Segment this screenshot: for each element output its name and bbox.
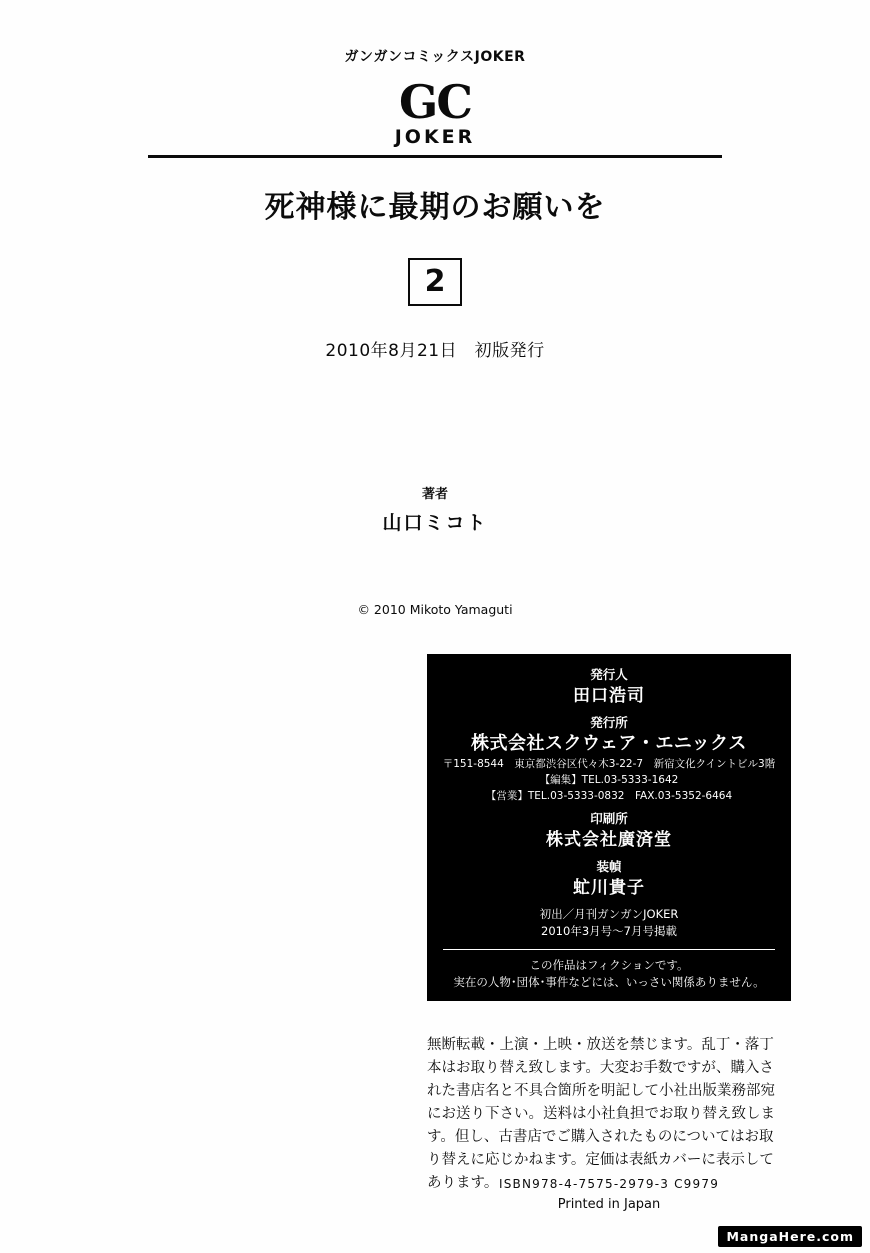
publisher-label: 発行所 [590, 715, 628, 730]
author-label: 著者 [421, 487, 448, 502]
editorial-telephone: 【編集】TEL.03-5333-1642 [539, 774, 679, 786]
copyright-notice: © 2010 Mikoto Yamaguti [357, 602, 513, 617]
isbn-code: ISBN978-4-7575-2979-3 C9979 [498, 1177, 720, 1191]
printer-label: 印刷所 [590, 811, 628, 826]
publisher-value: 株式会社スクウェア・エニックス [471, 733, 747, 754]
binding-label: 装幀 [596, 859, 622, 874]
volume-number: 2 [408, 258, 462, 306]
publisher-person-label: 発行人 [590, 667, 628, 682]
sales-telephone: 【営業】TEL.03-5333-0832 FAX.03-5352-6464 [485, 790, 733, 802]
fiction-disclaimer-2: 実在の人物･団体･事件などには、いっさい関係ありません。 [453, 975, 765, 989]
publisher-person-value: 田口浩司 [573, 686, 645, 706]
gc-logo-sub: JOKER [394, 126, 476, 148]
publisher-address: 〒151-8544 東京都渋谷区代々木3-22-7 新宿文化クイントビル3階 [442, 758, 776, 770]
header-divider [148, 155, 722, 158]
site-watermark: MangaHere.com [718, 1226, 862, 1247]
book-title: 死神様に最期のお願いを [264, 190, 606, 225]
gc-joker-logo [0, 75, 870, 148]
publication-date: 2010年8月21日 初版発行 [325, 341, 545, 361]
fiction-disclaimer-1: この作品はフィクションです。 [529, 958, 689, 972]
colophon-panel [427, 654, 791, 1001]
colophon-divider [443, 949, 775, 950]
printed-in-japan: Printed in Japan [557, 1197, 661, 1212]
author-name: 山口ミコト [382, 512, 488, 534]
legal-notice: 無断転載・上演・上映・放送を禁じます。乱丁・落丁本はお取り替え致します。大変お手数ですが、購入された書店名と不具合箇所を明記して小社出版業務部宛にお送り下さい。送料は小社負担でお取り替え致します。但し、古書店でご購入されたものについてはお取り替えに応じかねます。定価は表紙カバーに表示してあります。 [427, 1037, 775, 1191]
printer-value: 株式会社廣済堂 [546, 830, 672, 850]
serialization-line-2: 2010年3月号〜7月号掲載 [541, 924, 677, 938]
imprint-label: ガンガンコミックスJOKER [344, 49, 526, 65]
binding-value: 虻川貴子 [573, 878, 645, 898]
serialization-line-1: 初出／月刊ガンガンJOKER [539, 907, 679, 921]
gc-logo-mark: GC [399, 75, 471, 129]
